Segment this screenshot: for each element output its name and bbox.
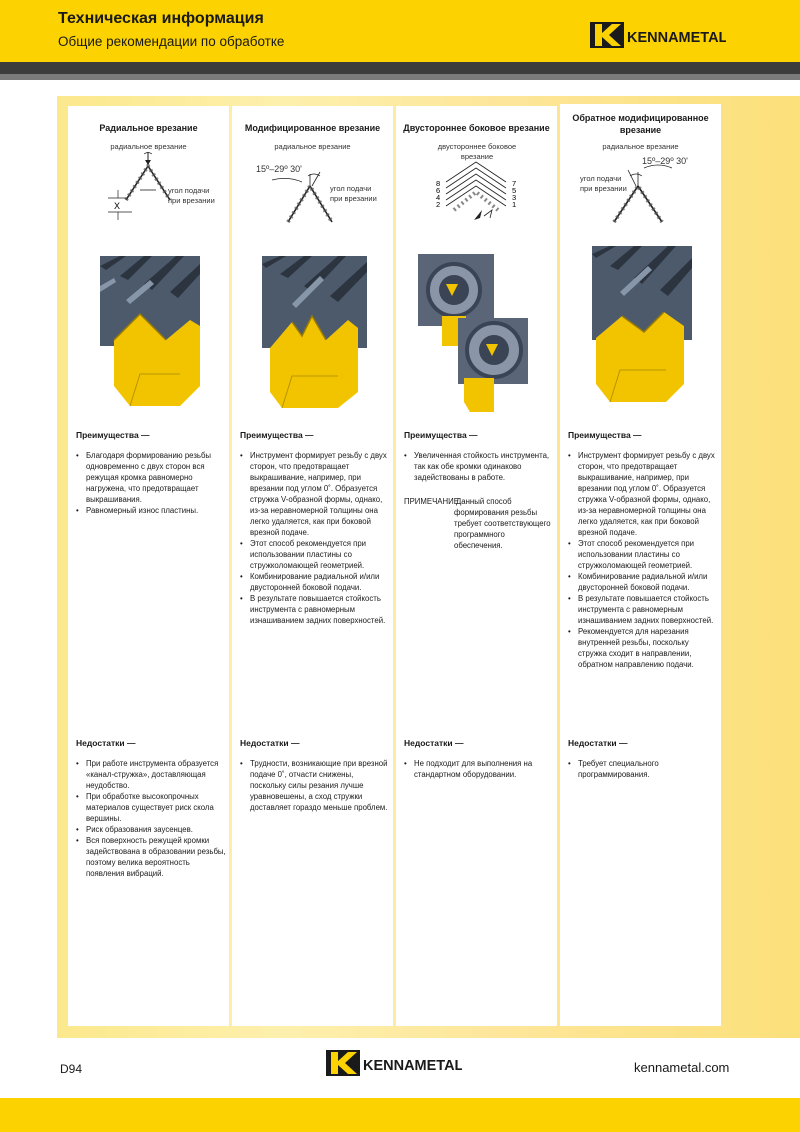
list-item: • Увеличенная стойкость инструмента, так как обе кромки одинаково задействованы в работе. (404, 450, 554, 483)
header-logo (590, 22, 726, 53)
list-item: • Требует специального программирования. (568, 758, 718, 780)
radial-thread-diagram (68, 106, 229, 256)
website-link[interactable]: kennametal.com (634, 1060, 730, 1075)
column-radial (68, 106, 229, 1026)
diagram-label: двустороннее боковое врезание (437, 142, 517, 161)
list-item: • В результате повышается стойкость инструмента с равномерным изнашиванием задних поверхностей. (240, 593, 390, 626)
disadvantages-heading: Недостатки — (568, 738, 628, 748)
radial-tool-photo (100, 256, 200, 411)
advantages-list (240, 450, 390, 626)
list-item: • Риск образования заусенцев. (76, 824, 226, 835)
diagram-number: 8 (436, 179, 441, 188)
column-title: Двустороннее боковое врезание (403, 123, 550, 133)
page-header (0, 0, 800, 62)
list-item: • Этот способ рекомендуется при использовании пластины со стружколомающей геометрией. (240, 538, 390, 571)
advantages-list (76, 450, 226, 516)
list-item: • В результате повышается стойкость инструмента с равномерным изнашиванием задних поверхностей. (568, 593, 718, 626)
list-item: • Этот способ рекомендуется при использовании пластины со стружколомающей геометрией. (568, 538, 718, 571)
diagram-number: 1 (512, 200, 517, 209)
note-text: Данный способ формирования резьбы требует соответствующего программного обеспечения. (454, 497, 551, 550)
list-item: • Комбинирование радиальной и/или двусторонней боковой подачи. (240, 571, 390, 593)
kennametal-logo-icon (590, 22, 726, 48)
kennametal-logo-icon (326, 1050, 462, 1076)
list-item: • Инструмент формирует резьбу с двух сторон, что предотвращает выкрашивание, например, при врезании под углом 0˚. Образуется стружка V-образной формы, однако, из-за неравномерной толщины она легко удаляется, как при боковой врезной подаче. (568, 450, 718, 538)
diagram-label: радиальное врезание (110, 142, 187, 151)
column-title: Модифицированное врезание (244, 123, 381, 133)
disadvantages-list (240, 758, 390, 813)
page-number: D94 (60, 1062, 83, 1076)
list-item: • Комбинирование радиальной и/или двусторонней боковой подачи. (568, 571, 718, 593)
column-reverse-modified (560, 104, 721, 1026)
diagram-number: 7 (512, 179, 517, 188)
list-item: • Не подходит для выполнения на стандартном оборудовании. (404, 758, 554, 780)
list-item: • Рекомендуется для нарезания внутренней резьбы, поскольку стружка сходит в направлении, обратном направлению подачи. (568, 626, 718, 670)
disadvantages-heading: Недостатки — (76, 738, 136, 748)
radial-marker-label: X (114, 201, 121, 211)
double-flank-tool-photo (418, 254, 528, 412)
page-title: Техническая информация (58, 10, 264, 27)
list-item: • Вся поверхность режущей кромки задействована в образовании резьбы, поэтому велика вероятность появления вибраций. (76, 835, 226, 879)
header-logo-text: KENNAMETAL (627, 30, 726, 46)
column-title: Обратное модифицированное врезание (572, 113, 709, 135)
header-grey-stripe (0, 74, 800, 80)
advantages-heading: Преимущества — (404, 430, 478, 440)
diagram-annotation: угол подачи при врезании (168, 186, 215, 205)
disadvantages-list (568, 758, 718, 780)
footer-logo-text: KENNAMETAL (363, 1058, 462, 1074)
footer-logo (326, 1050, 462, 1081)
list-item: • При обработке высокопрочных материалов существует риск скола вершины. (76, 791, 226, 824)
header-dark-stripe (0, 62, 800, 74)
disadvantages-heading: Недостатки — (240, 738, 300, 748)
diagram-label: радиальное врезание (274, 142, 351, 151)
modified-thread-diagram (232, 106, 393, 256)
diagram-angle: 15º–29º 30' (256, 164, 302, 174)
list-item: • Равномерный износ пластины. (76, 505, 226, 516)
diagram-number: 5 (512, 186, 517, 195)
note-label: ПРИМЕЧАНИЕ. (404, 497, 462, 506)
modified-tool-photo (262, 256, 367, 411)
column-modified (232, 106, 393, 1026)
column-title: Радиальное врезание (99, 123, 198, 133)
diagram-number: 4 (436, 193, 441, 202)
disadvantages-heading: Недостатки — (404, 738, 464, 748)
diagram-number: 6 (436, 186, 441, 195)
disadvantages-list (76, 758, 226, 879)
advantages-heading: Преимущества — (76, 430, 150, 440)
note (404, 496, 554, 551)
column-double-flank (396, 106, 557, 1026)
diagram-annotation: угол подачи при врезании (580, 174, 627, 193)
list-item: • При работе инструмента образуется «канал-стружка», доставляющая неудобство. (76, 758, 226, 791)
list-item: • Благодаря формированию резьбы одновременно с двух сторон вся режущая кромка равномерно нагружена, что предотвращает выкрашивания. (76, 450, 226, 505)
advantages-heading: Преимущества — (568, 430, 642, 440)
double-flank-thread-diagram (396, 106, 557, 256)
footer-bar (0, 1098, 800, 1132)
diagram-annotation: угол подачи при врезании (330, 184, 377, 203)
advantages-list (404, 450, 554, 483)
advantages-list (568, 450, 718, 670)
page-subtitle: Общие рекомендации по обработке (58, 34, 285, 49)
diagram-angle: 15º–29º 30' (642, 156, 688, 166)
advantages-heading: Преимущества — (240, 430, 314, 440)
diagram-number: 2 (436, 200, 441, 209)
diagram-label: радиальное врезание (602, 142, 679, 151)
reverse-modified-tool-photo (592, 246, 692, 406)
list-item: • Инструмент формирует резьбу с двух сторон, что предотвращает выкрашивание, например, при врезании под углом 0˚. Образуется стружка V-образной формы, однако, из-за неравномерной толщины она легко удаляется, как при боковой врезной подаче. (240, 450, 390, 538)
list-item: • Трудности, возникающие при врезной подаче 0˚, отчасти снижены, поскольку силы резания лучше уравновешены, а сход стружки доставляет гораздо меньше проблем. (240, 758, 390, 813)
disadvantages-list (404, 758, 554, 780)
diagram-number: 3 (512, 193, 517, 202)
